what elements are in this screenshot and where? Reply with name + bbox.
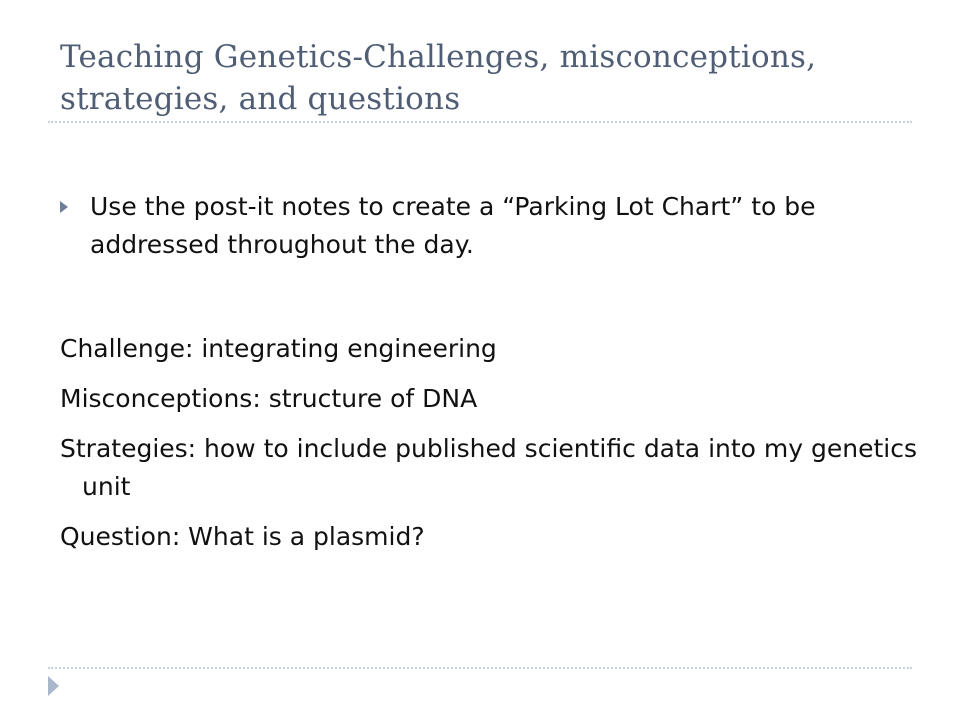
footer-divider bbox=[48, 667, 912, 669]
question-line: Question: What is a plasmid? bbox=[60, 522, 425, 551]
slide-body bbox=[60, 188, 920, 568]
bullet-item bbox=[60, 188, 920, 264]
triangle-marker-icon bbox=[48, 676, 59, 696]
challenge-line: Challenge: integrating engineering bbox=[60, 334, 497, 363]
paragraph-spacer bbox=[60, 264, 920, 330]
strategies-line: Strategies: how to include published scientific data into my genetics unit bbox=[60, 434, 917, 501]
title-divider bbox=[48, 121, 912, 123]
slide-title: Teaching Genetics-Challenges, misconceptions, strategies, and questions bbox=[60, 39, 817, 117]
bullet-text: Use the post-it notes to create a “Parking Lot Chart” to be addressed throughout the day. bbox=[90, 192, 816, 259]
triangle-bullet-icon bbox=[60, 201, 68, 213]
misconceptions-line: Misconceptions: structure of DNA bbox=[60, 384, 478, 413]
